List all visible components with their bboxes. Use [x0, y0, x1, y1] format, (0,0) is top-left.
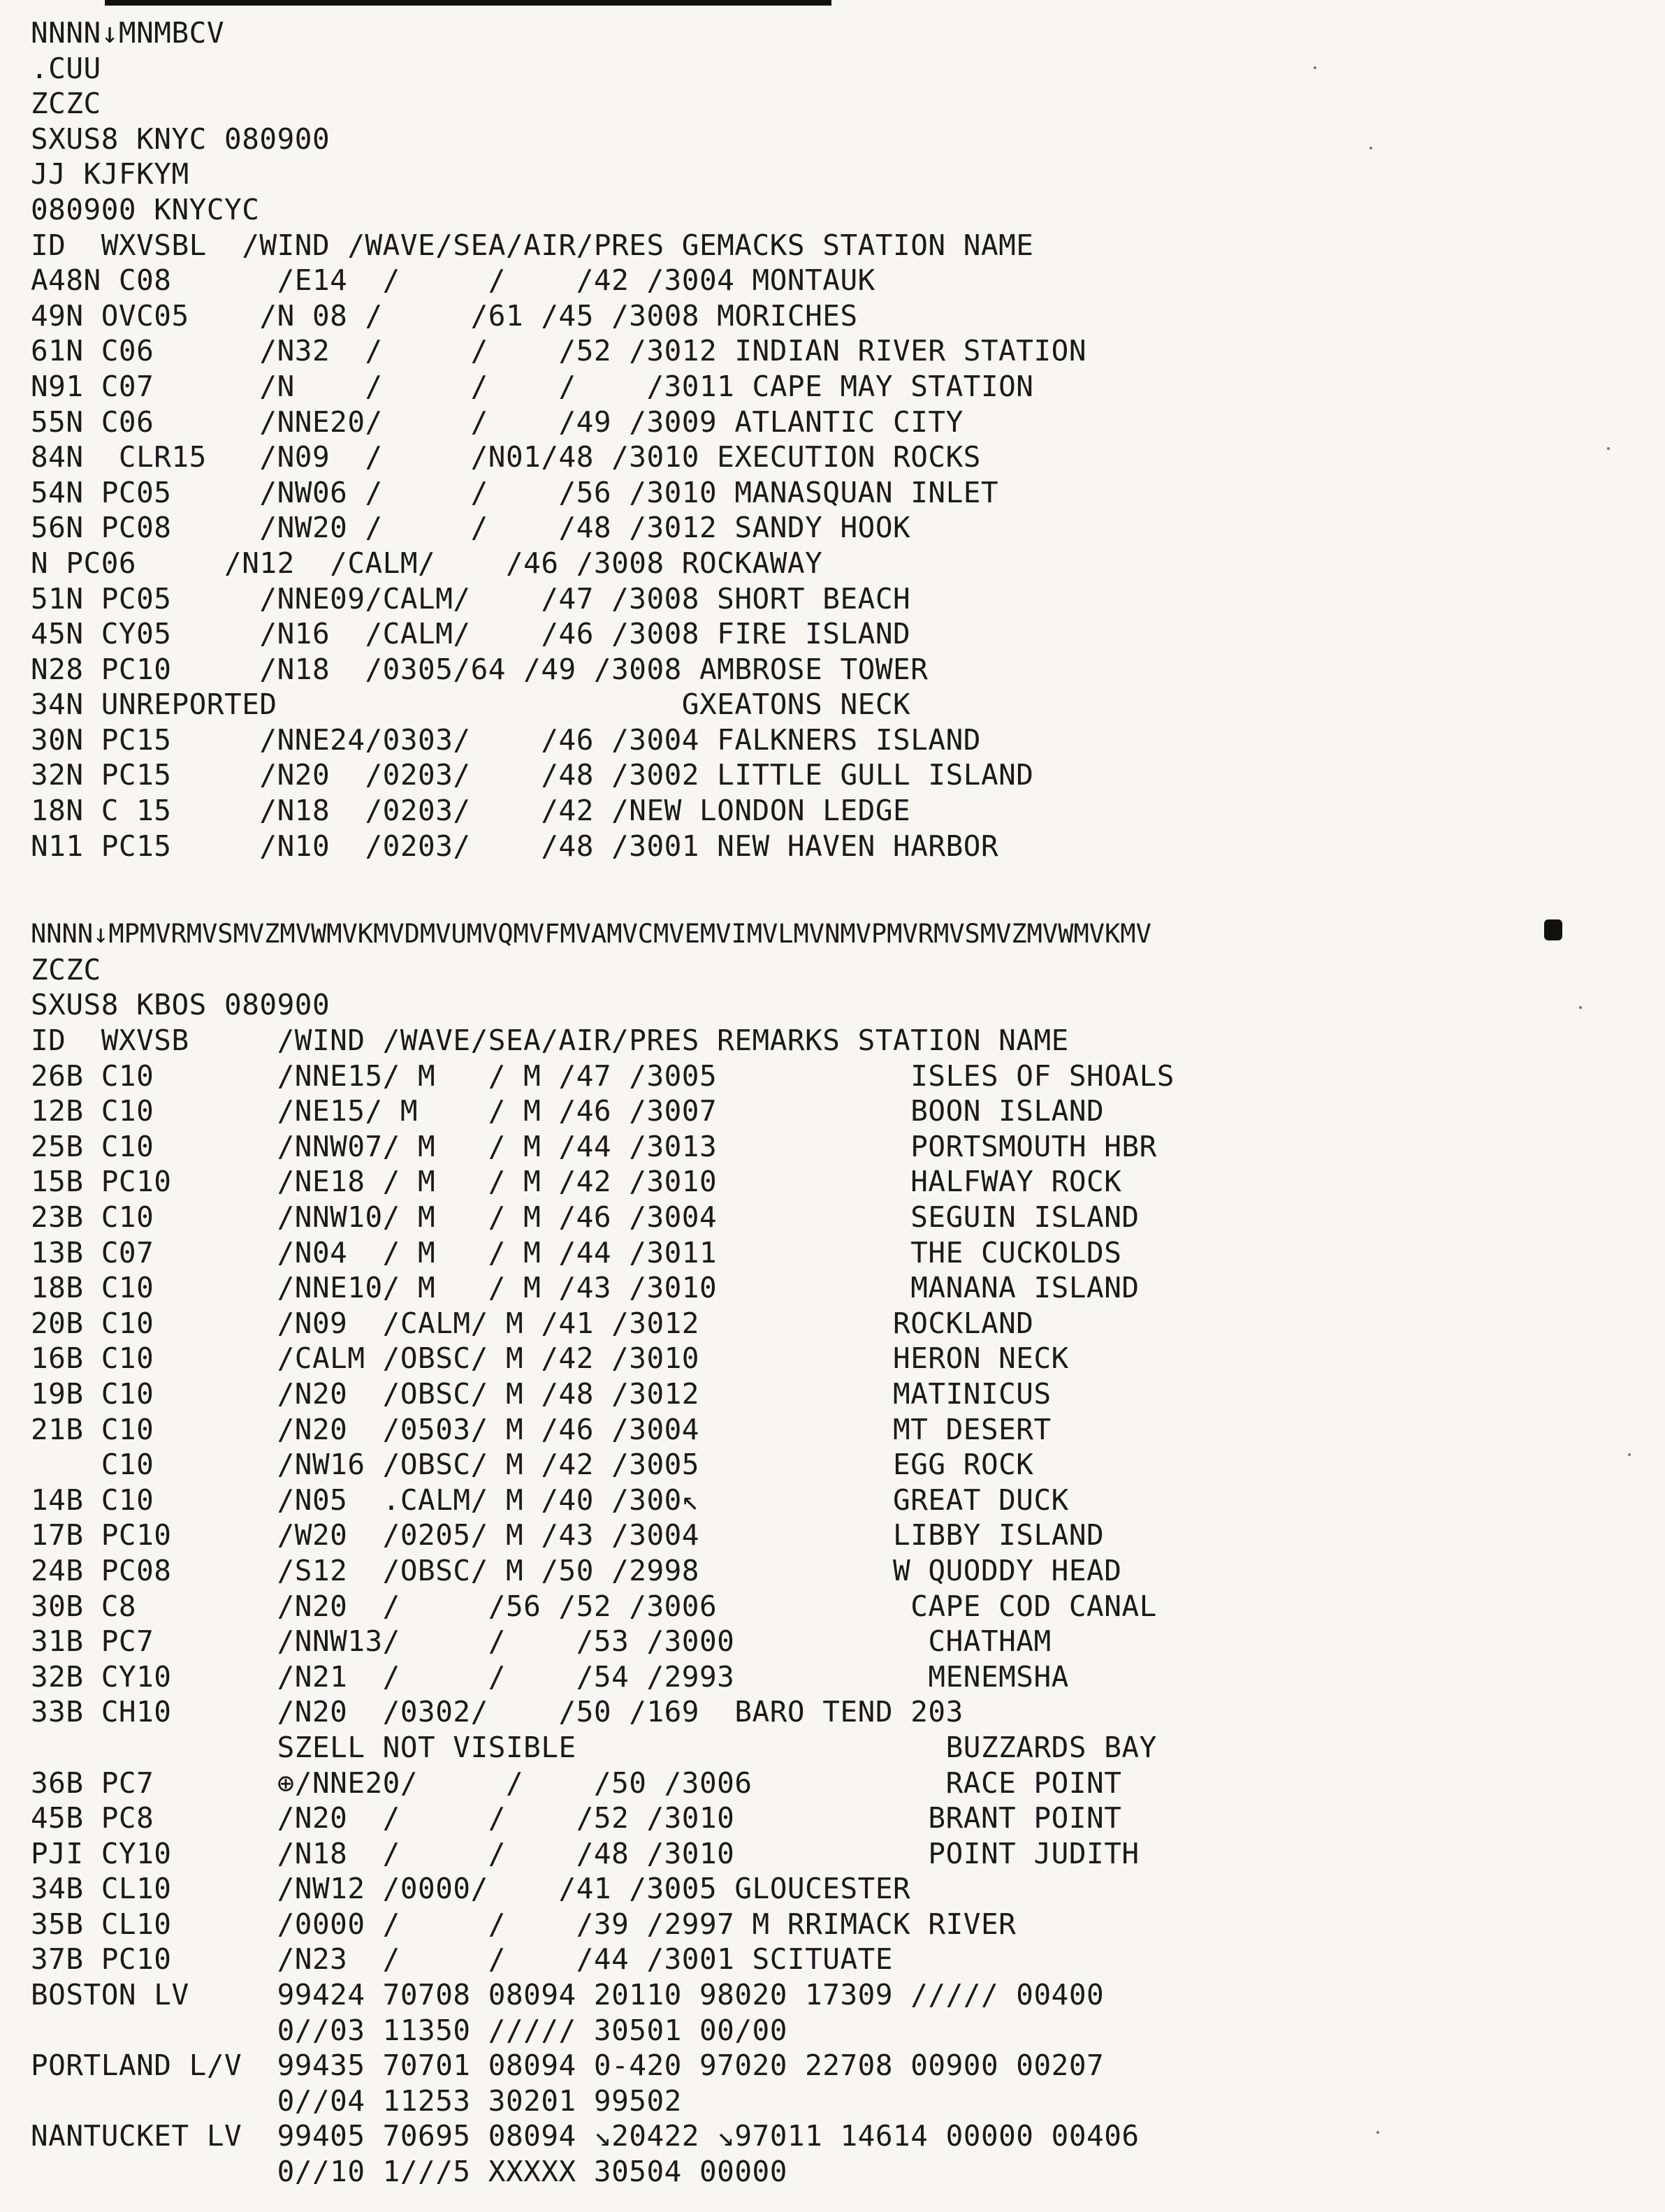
- station-row: A48N C08 /E14 / / /42 /3004 MONTAUK: [31, 263, 875, 298]
- column-header: ID WXVSBL /WIND /WAVE/SEA/AIR/PRES GEMACKS STATION NAME: [31, 228, 1034, 262]
- station-row: 30B C8 /N20 / /56 /52 /3006 CAPE COD CANAL: [31, 1589, 1157, 1623]
- paper-speck: [1314, 66, 1316, 69]
- station-row: 34B CL10 /NW12 /0000/ /41 /3005 GLOUCESTER: [31, 1872, 911, 1906]
- header-line: NNNN↓MNMBCV: [31, 16, 225, 50]
- station-row: C10 /NW16 /OBSC/ M /42 /3005 EGG ROCK: [31, 1448, 1034, 1482]
- header-line: .CUU: [31, 51, 101, 85]
- station-row: 21B C10 /N20 /0503/ M /46 /3004 MT DESERT: [31, 1412, 1052, 1446]
- header-line: SXUS8 KBOS 080900: [31, 988, 330, 1022]
- top-edge-bar: [105, 0, 831, 6]
- station-row: 45B PC8 /N20 / / /52 /3010 BRANT POINT: [31, 1801, 1122, 1835]
- station-row: SZELL NOT VISIBLE BUZZARDS BAY: [31, 1730, 1157, 1764]
- station-row: 26B C10 /NNE15/ M / M /47 /3005 ISLES OF SHOALS: [31, 1058, 1175, 1093]
- paper-speck: [1607, 447, 1610, 450]
- station-row: 17B PC10 /W20 /0205/ M /43 /3004 LIBBY ISLAND: [31, 1518, 1105, 1552]
- lightvessel-row: 0//04 11253 30201 99502: [31, 2083, 682, 2118]
- station-row: 16B C10 /CALM /OBSC/ M /42 /3010 HERON NECK: [31, 1341, 1069, 1376]
- station-row: 32N PC15 /N20 /0203/ /48 /3002 LITTLE GULL ISLAND: [31, 758, 1034, 792]
- station-row: 56N PC08 /NW20 / / /48 /3012 SANDY HOOK: [31, 511, 911, 545]
- bulletin-bos: [31, 917, 1638, 2189]
- station-row: 30N PC15 /NNE24/0303/ /46 /3004 FALKNERS ISLAND: [31, 722, 981, 757]
- station-row: 54N PC05 /NW06 / / /56 /3010 MANASQUAN INLET: [31, 475, 999, 509]
- station-row: N11 PC15 /N10 /0203/ /48 /3001 NEW HAVEN HARBOR: [31, 829, 999, 863]
- column-header: ID WXVSB /WIND /WAVE/SEA/AIR/PRES REMARKS STATION NAME: [31, 1024, 1069, 1058]
- station-row: 51N PC05 /NNE09/CALM/ /47 /3008 SHORT BEACH: [31, 581, 911, 616]
- station-row: 18B C10 /NNE10/ M / M /43 /3010 MANANA ISLAND: [31, 1271, 1140, 1305]
- station-row: 19B C10 /N20 /OBSC/ M /48 /3012 MATINICUS: [31, 1376, 1052, 1411]
- header-line: SXUS8 KNYC 080900: [31, 122, 330, 156]
- lightvessel-row: 0//03 11350 ///// 30501 00/00: [31, 2013, 787, 2047]
- lightvessel-row: 0//10 1///5 XXXXX 30504 00000: [31, 2155, 787, 2189]
- station-row: 20B C10 /N09 /CALM/ M /41 /3012 ROCKLAND: [31, 1306, 1034, 1340]
- station-row: N PC06 /N12 /CALM/ /46 /3008 ROCKAWAY: [31, 546, 823, 580]
- station-row: PJI CY10 /N18 / / /48 /3010 POINT JUDITH: [31, 1836, 1140, 1870]
- section-gap: [31, 864, 1638, 917]
- station-row: 49N OVC05 /N 08 / /61 /45 /3008 MORICHES: [31, 298, 858, 333]
- header-line: 080900 KNYCYC: [31, 192, 260, 226]
- station-row: 33B CH10 /N20 /0302/ /50 /169 BARO TEND 203: [31, 1695, 964, 1729]
- station-row: N91 C07 /N / / / /3011 CAPE MAY STATION: [31, 369, 1034, 403]
- station-row: 61N C06 /N32 / / /52 /3012 INDIAN RIVER STATION: [31, 334, 1087, 368]
- station-row: 31B PC7 /NNW13/ / /53 /3000 CHATHAM: [31, 1624, 1052, 1659]
- station-row: 34N UNREPORTED GXEATONS NECK: [31, 687, 911, 722]
- teletype-sheet: [31, 15, 1638, 2190]
- station-row: 14B C10 /N05 .CALM/ M /40 /300↖ GREAT DUCK: [31, 1483, 1069, 1517]
- station-row: 25B C10 /NNW07/ M / M /44 /3013 PORTSMOUTH HBR: [31, 1129, 1157, 1163]
- paper-speck: [1628, 1453, 1631, 1456]
- paper-speck: [1376, 2131, 1379, 2134]
- lightvessel-row: BOSTON LV 99424 70708 08094 20110 98020 17309 ///// 00400: [31, 1978, 1105, 2012]
- lightvessel-row: PORTLAND L/V 99435 70701 08094 0-420 97020 22708 00900 00207: [31, 2049, 1105, 2083]
- station-row: N28 PC10 /N18 /0305/64 /49 /3008 AMBROSE TOWER: [31, 652, 929, 686]
- station-row: 12B C10 /NE15/ M / M /46 /3007 BOON ISLAND: [31, 1094, 1105, 1128]
- bulletin-nyc: [31, 15, 1638, 864]
- station-row: 45N CY05 /N16 /CALM/ /46 /3008 FIRE ISLAND: [31, 617, 911, 651]
- station-row: 32B CY10 /N21 / / /54 /2993 MENEMSHA: [31, 1659, 1069, 1694]
- station-row: 15B PC10 /NE18 / M / M /42 /3010 HALFWAY ROCK: [31, 1165, 1122, 1199]
- station-row: 37B PC10 /N23 / / /44 /3001 SCITUATE: [31, 1942, 894, 1977]
- station-row: 36B PC7 ⊕/NNE20/ / /50 /3006 RACE POINT: [31, 1766, 1122, 1800]
- station-row: 24B PC08 /S12 /OBSC/ M /50 /2998 W QUODDY HEAD: [31, 1553, 1122, 1587]
- station-row: 23B C10 /NNW10/ M / M /46 /3004 SEGUIN ISLAND: [31, 1200, 1140, 1234]
- lightvessel-row: NANTUCKET LV 99405 70695 08094 ↘20422 ↘97011 14614 00000 00406: [31, 2119, 1140, 2153]
- station-row: 35B CL10 /0000 / / /39 /2997 M RRIMACK RIVER: [31, 1907, 1017, 1941]
- header-line: ZCZC: [31, 87, 101, 121]
- paper-speck: [1579, 1006, 1582, 1009]
- header-line: NNNN↓MPMVRMVSMVZMVWMVKMVDMVUMVQMVFMVAMVCMVEMVIMVLMVNMVPMVRMVSMVZMVWMVKMV: [31, 919, 1151, 949]
- ink-blot: [1544, 919, 1562, 940]
- station-row: 18N C 15 /N18 /0203/ /42 /NEW LONDON LEDGE: [31, 794, 911, 828]
- header-line: ZCZC: [31, 952, 101, 987]
- station-row: 55N C06 /NNE20/ / /49 /3009 ATLANTIC CITY: [31, 405, 964, 439]
- station-row: 84N CLR15 /N09 / /N01/48 /3010 EXECUTION ROCKS: [31, 440, 981, 474]
- paper-speck: [1369, 147, 1372, 150]
- station-row: 13B C07 /N04 / M / M /44 /3011 THE CUCKOLDS: [31, 1235, 1122, 1269]
- header-line: JJ KJFKYM: [31, 157, 189, 191]
